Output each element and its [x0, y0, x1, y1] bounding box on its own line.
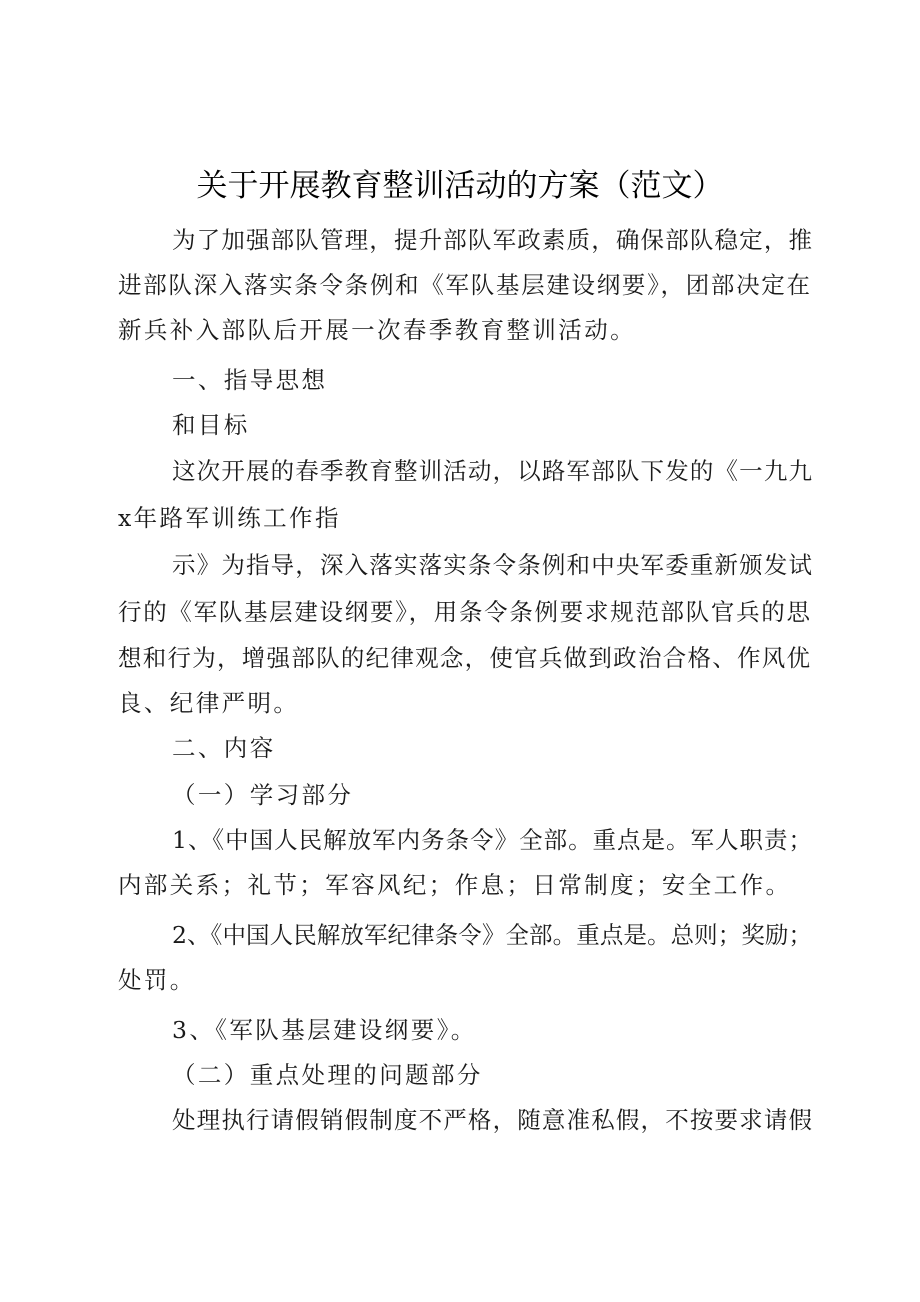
paragraph-line: 2、《中国人民解放军纪律条令》全部。重点是。总则；奖励； [172, 921, 812, 949]
paragraph-line: 行的《军队基层建设纲要》，用条令条例要求规范部队官兵的思 [118, 598, 810, 626]
paragraph-line: 和目标 [172, 411, 250, 439]
paragraph-line: （一）学习部分 [172, 781, 354, 809]
paragraph-line: 内部关系；礼节；军容风纪；作息；日常制度；安全工作。 [118, 871, 792, 899]
paragraph-line: 3、《军队基层建设纲要》。 [172, 1016, 477, 1044]
paragraph-line: 想和行为，增强部队的纪律观念，使官兵做到政治合格、作风优 [118, 644, 810, 672]
paragraph-line: 示》为指导，深入落实落实条令条例和中央军委重新颁发试 [172, 551, 812, 579]
paragraph-line: 新兵补入部队后开展一次春季教育整训活动。 [118, 316, 636, 344]
paragraph-line: 这次开展的春季教育整训活动，以路军部队下发的《一九九 [172, 457, 812, 485]
paragraph-line: （二）重点处理的问题部分 [172, 1061, 483, 1089]
paragraph-line: 处理执行请假销假制度不严格，随意准私假，不按要求请假 [172, 1106, 812, 1134]
paragraph-line: x年路军训练工作指 [118, 504, 341, 532]
paragraph-line: 进部队深入落实条令条例和《军队基层建设纲要》，团部决定在 [118, 271, 810, 299]
paragraph-line: 处罚。 [118, 966, 196, 994]
paragraph-line: 二、内容 [172, 734, 276, 762]
paragraph-line: 良、纪律严明。 [118, 689, 300, 717]
paragraph-line: 1、《中国人民解放军内务条令》全部。重点是。军人职责； [172, 826, 812, 854]
document-title: 关于开展教育整训活动的方案（范文） [196, 168, 724, 204]
paragraph-line: 为了加强部队管理，提升部队军政素质，确保部队稳定，推 [172, 226, 812, 254]
paragraph-line: 一、指导思想 [172, 366, 328, 394]
